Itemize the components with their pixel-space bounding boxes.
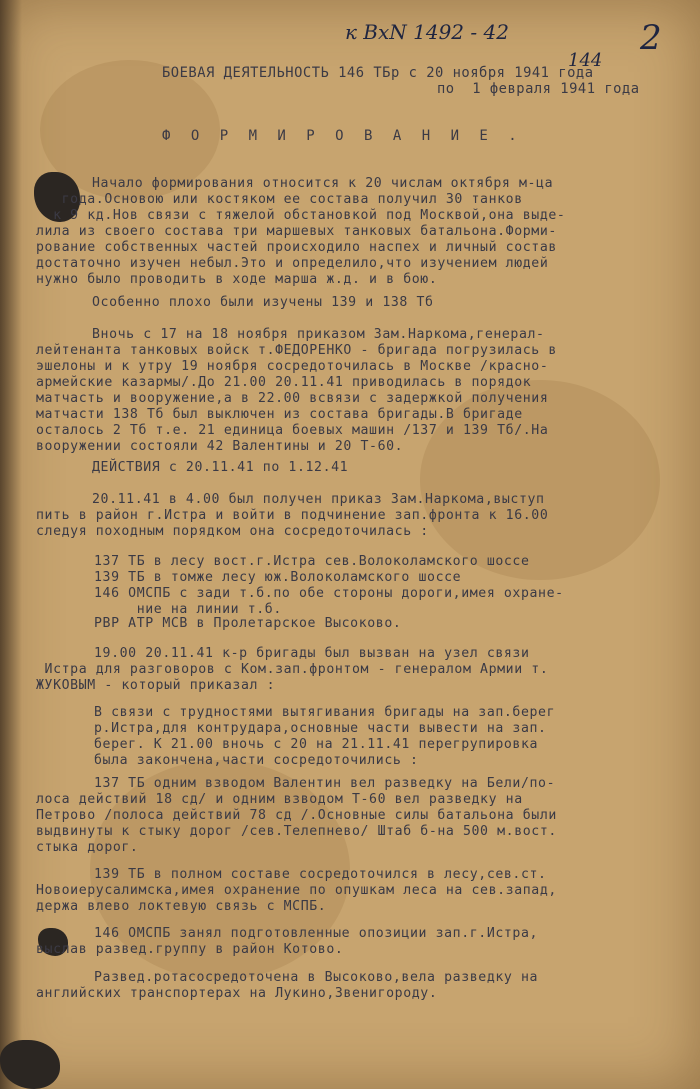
text-line: к 9 кд.Нов связи с тяжелой обстановкой под Москвой,она выде- [36,208,566,223]
text-line: ние на линии т.б. [94,602,282,617]
text-line: Новоиерусалимска,имея охранение по опушкам леса на сев.запад, [36,883,557,898]
text-line: Вночь с 17 на 18 ноября приказом Зам.Наркома,генерал- [92,327,545,342]
text-line: держа влево локтевую связь с МСПБ. [36,899,327,914]
text-line: английских транспортерах на Лукино,Звенигороду. [36,986,438,1001]
text-line: матчасти 138 Тб был выключен из состава бригады.В бригаде [36,407,523,422]
text-line: пить в район г.Истра и войти в подчинение зап.фронта к 16.00 [36,508,549,523]
text-line: Петрово /полоса действий 78 сд /.Основные силы батальона были [36,808,557,823]
text-line: достаточно изучен небыл.Это и определило,что изучением людей [36,256,549,271]
document-title-line-1: БОЕВАЯ ДЕЯТЕЛЬНОСТЬ 146 ТБр с 20 ноября 1941 года [162,65,594,81]
text-line: следуя походным порядком она сосредоточилась : [36,524,429,539]
text-line: вооружении состояли 42 Валентины и 20 Т-60. [36,439,404,454]
archive-code-handwritten: к ВхN 1492 - 42 [345,20,509,44]
text-line: лила из своего состава три маршевых танковых батальона.Форми- [36,224,557,239]
text-line: выслав развед.группу в район Котово. [36,942,344,957]
text-line: лейтенанта танковых войск т.ФЕДОРЕНКО - бригада погрузилась в [36,343,557,358]
text-line: 139 ТБ в полном составе сосредоточился в лесу,сев.ст. [94,867,547,882]
text-line: стыка дорог. [36,840,139,855]
text-line: ЖУКОВЫМ - который приказал : [36,678,276,693]
text-line: Особенно плохо были изучены 139 и 138 Тб [92,295,434,310]
corner-mark-handwritten: 2 [640,18,662,58]
text-line: года.Основою или костяком ее состава получил 30 танков [36,192,523,207]
text-line: В связи с трудностями вытягивания бригады на зап.берег [94,705,556,720]
page-number-handwritten: 144 [568,50,603,71]
text-line: Начало формирования относится к 20 числам октября м-ца [92,176,554,191]
text-line: Развед.ротасосредоточена в Высоково,вела разведку на [94,970,539,985]
text-line: армейские казармы/.До 21.00 20.11.41 приводилась в порядок [36,375,532,390]
text-line: лоса действий 18 сд/ и одним взводом Т-60 вел разведку на [36,792,523,807]
text-line: 19.00 20.11.41 к-р бригады был вызван на узел связи [94,646,530,661]
text-line: выдвинуты к стыку дорог /сев.Телепнево/ Штаб б-на 500 м.вост. [36,824,557,839]
torn-left-edge [0,0,22,1089]
text-line: матчасть и вооружение,а в 22.00 всвязи с задержкой получения [36,391,549,406]
text-line: эшелоны и к утру 19 ноября сосредоточилась в Москве /красно- [36,359,549,374]
text-line: берег. К 21.00 вночь с 20 на 21.11.41 перегрупировка [94,737,539,752]
document-title-line-2: по 1 февраля 1941 года [437,81,640,97]
text-line: нужно было проводить в ходе марша ж.д. и в бою. [36,272,438,287]
text-line: РВР АТР МСВ в Пролетарское Высоково. [94,616,402,631]
text-line: 20.11.41 в 4.00 был получен приказ Зам.Наркома,выступ [92,492,545,507]
text-line: 146 ОМСПБ с зади т.б.по обе стороны дороги,имея охране- [94,586,564,601]
text-line: р.Истра,для контрудара,основные части вывести на зап. [94,721,547,736]
text-line: 137 ТБ одним взводом Валентин вел разведку на Бели/по- [94,776,556,791]
section-heading-formation: Ф О Р М И Р О В А Н И Е . [162,128,523,144]
text-line: Истра для разговоров с Ком.зап.фронтом - генералом Армии т. [36,662,549,677]
section-heading-actions: ДЕЙСТВИЯ с 20.11.41 по 1.12.41 [92,460,349,475]
text-line: была закончена,части сосредоточились : [94,753,419,768]
text-line: 139 ТБ в томже лесу юж.Волоколамского шоссе [94,570,462,585]
text-line: осталось 2 Тб т.е. 21 единица боевых машин /137 и 139 Тб/.На [36,423,549,438]
text-line: 146 ОМСПБ занял подготовленные опозиции зап.г.Истра, [94,926,539,941]
text-line: 137 ТБ в лесу вост.г.Истра сев.Волоколамского шоссе [94,554,530,569]
text-line: рование собственных частей происходило наспех и личный состав [36,240,557,255]
